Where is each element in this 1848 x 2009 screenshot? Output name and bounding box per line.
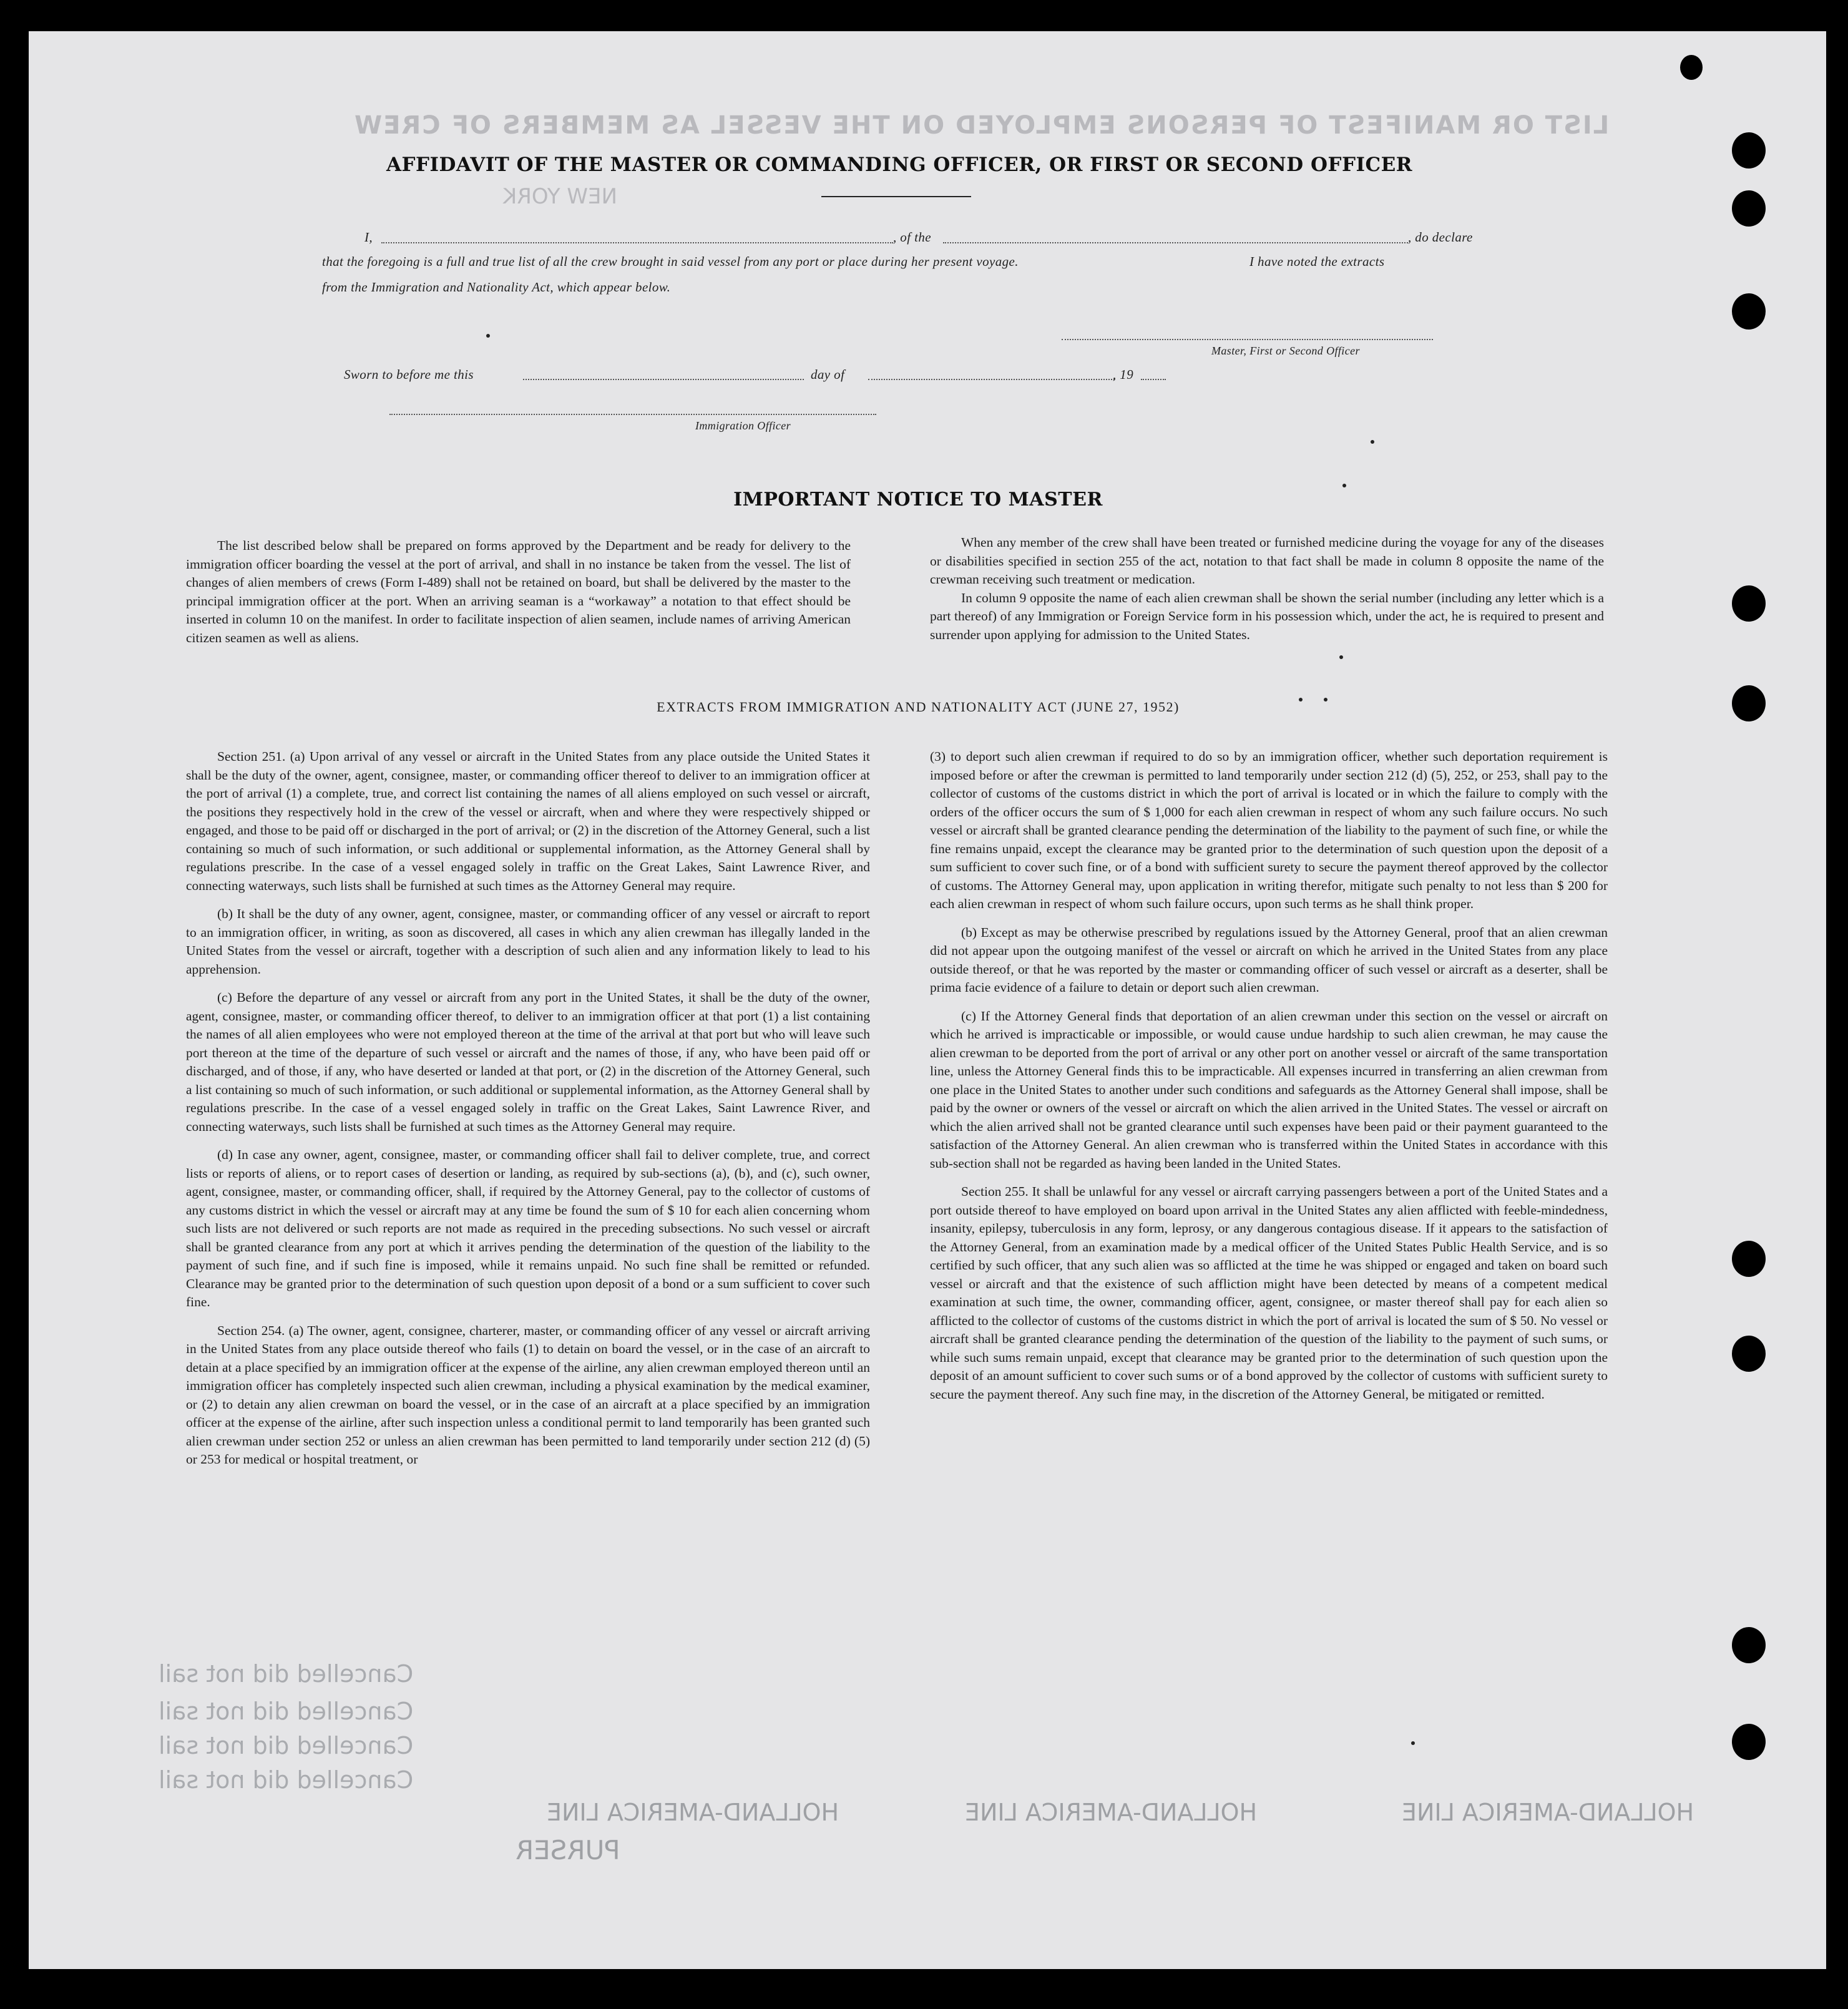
section-254-b: (b) Except as may be otherwise prescribed by regulations issued by the Attorney General, proof that an alien crewman did not appear upon the outgoing manifest of the vessel or aircraft on which he arrived in the United States from any place outside thereof, or that he was reported by the master or commanding officer of such vessel or aircraft as a deserter, shall be prima facie evidence of a failure to detain or deport such alien crewman.	[930, 924, 1608, 995]
punch-hole	[1732, 1627, 1766, 1663]
notice-right-text-2: In column 9 opposite the name of each alien crewman shall be shown the serial number (including any letter which is a part thereof) of any Immigration or Foreign Service form in his possession which, under the act, he is required to present and surrender upon applying for admission to the United States.	[930, 590, 1604, 642]
year-label: , 19	[1113, 367, 1134, 382]
document-page	[29, 31, 1826, 1969]
section-251-c: (c) Before the departure of any vessel or aircraft from any port in the United States, it shall be the duty of the owner, agent, consignee, master, or commanding officer thereof, to deliver to an immigration officer at that port (1) a list containing the names of all alien employees who were not employed thereon at the time of the arrival at that port but who will leave such port thereon at the time of the departure of such vessel or aircraft and the names of those, if any, who have been paid off or discharged, and of those, if any, who have deserted or landed at that port, or (2) in the discretion of the Attorney General, such a list containing so much of such information, or such additional or supplemental information, as the Attorney General shall by regulations prescribe. In the case of a vessel engaged solely in traffic on the Great Lakes, Saint Lawrence River, and connecting waterways, such lists shall be furnished at such times as the Attorney General may require.	[186, 990, 870, 1134]
line-stamp-2: HOLLAND-AMERICA LINE	[965, 1799, 1258, 1826]
speck	[1339, 655, 1343, 659]
punch-hole	[1732, 1241, 1766, 1277]
cancelled-stamp-2: Cancelled did not sail	[159, 1698, 414, 1725]
day-of-label: day of	[811, 367, 845, 382]
cancelled-stamp-3: Cancelled did not sail	[159, 1732, 414, 1759]
line-stamp-3: HOLLAND-AMERICA LINE	[1402, 1799, 1694, 1826]
affidavit-title: AFFIDAVIT OF THE MASTER OR COMMANDING OFFICER, OR FIRST OR SECOND OFFICER	[386, 154, 1413, 176]
affidavit-do-declare: , do declare	[1408, 230, 1473, 245]
extracts-right-column	[930, 748, 1608, 1414]
affidavit-i-label: I,	[364, 230, 373, 245]
sworn-label: Sworn to before me this	[344, 367, 474, 382]
bleed-through-heading: LIST OR MANIFEST OF PERSONS EMPLOYED ON THE VESSEL AS MEMBERS OF CREW	[353, 111, 1610, 140]
line-stamp-1: HOLLAND-AMERICA LINE	[547, 1799, 839, 1826]
affidavit-extracts-note: I have noted the extracts	[1249, 254, 1385, 269]
affidavit-of-the: , of the	[893, 230, 931, 245]
punch-hole	[1732, 190, 1766, 227]
master-name-field[interactable]	[381, 242, 893, 243]
master-signature-caption: Master, First or Second Officer	[1211, 345, 1360, 357]
speck	[1342, 484, 1346, 487]
notice-right-text-1: When any member of the crew shall have been treated or furnished medicine during the voyage for any of the diseases or disabilities specified in section 255 of the act, notation to that fact shall be made in column 8 opposite the name of the crewman receiving such treatment or medication.	[930, 535, 1604, 587]
notice-title: IMPORTANT NOTICE TO MASTER	[733, 489, 1103, 511]
officer-signature-line[interactable]	[389, 414, 876, 415]
section-251-d: (d) In case any owner, agent, consignee, master, or commanding officer shall fail to deliver complete, true, and correct lists or reports of aliens, or to report cases of desertion or landing, as required by sub-sections (a), (b), and (c), such owner, agent, consignee, master, or commanding officer, shall, if required by the Attorney General, pay to the collector of customs of any customs district in which the vessel or aircraft may at any time be found the sum of $ 10 for each alien concerning whom such lists are not delivered or such reports are not made as required in the preceding subsections. No such vessel or aircraft shall be granted clearance from any port at which it arrives pending the determination of the question of the liability to the payment of such fine, and if such fine is imposed, while it remains unpaid. No such fine shall be remitted or refunded. Clearance may be granted prior to the determination of such question upon deposit of a bond or a sum sufficient to cover such fine.	[186, 1147, 870, 1309]
affidavit-statement: that the foregoing is a full and true list of all the crew brought in said vessel from any port or place during her present voyage.	[322, 254, 1019, 269]
section-251-b: (b) It shall be the duty of any owner, agent, consignee, master, or commanding officer of any vessel or aircraft to report to an immigration officer, in writing, as soon as discovered, all cases in which any alien crewman has illegally landed in the United States from the vessel or aircraft, together with a description of such alien and any information likely to lead to his apprehension.	[186, 906, 870, 977]
section-255: Section 255. It shall be unlawful for any vessel or aircraft carrying passengers between a port of the United States and a port outside thereof to have employed on board upon arrival in the United States any alien afflicted with feeble-mindedness, insanity, epilepsy, tuberculosis in any form, leprosy, or any dangerous contagious disease. If it appears to the satisfaction of the Attorney General, from an examination made by a medical officer of the United States Public Health Service, and is so certified by such officer, that any such alien was so afflicted at the time he was shipped or engaged and taken on board such vessel or aircraft and that the existence of such affliction might have been detected by means of a competent medical examination at such time, the owner, commanding officer, agent, consignee, or master thereof shall pay for each alien so afflicted to the collector of customs of the customs district in which the port of arrival is located the sum of $ 50. No vessel or aircraft shall be granted clearance pending the determination of the question of the liability to the payment of such sums, or while such sums remain unpaid, except that clearance may be granted prior to the determination of such question upon the deposit of an amount sufficient to cover such sums or of a bond approved by the collector of customs with sufficient surety to secure the payment thereof. Any such fine may, in the discretion of the Attorney General, be mitigated or remitted.	[930, 1184, 1608, 1402]
sworn-day-field[interactable]	[523, 379, 804, 380]
speck	[1411, 1741, 1415, 1745]
speck	[1324, 698, 1327, 701]
sworn-month-field[interactable]	[868, 379, 1115, 380]
bleed-through-port: NEW YORK	[503, 184, 617, 209]
punch-hole	[1732, 685, 1766, 721]
cancelled-stamp-1: Cancelled did not sail	[159, 1660, 414, 1688]
master-signature-line[interactable]	[1062, 339, 1433, 340]
punch-hole	[1732, 1724, 1766, 1760]
speck	[486, 334, 490, 338]
sworn-year-field[interactable]	[1141, 379, 1166, 380]
speck	[1299, 698, 1303, 701]
section-254-c: (c) If the Attorney General finds that deportation of an alien crewman under this section on the vessel or aircraft on which he arrived is impracticable or impossible, or would cause undue hardship to such alien crewman, he may cause the alien crewman to be deported from the port of arrival or any other port on another vessel or aircraft of the same transportation line, unless the Attorney General finds this to be impracticable. All expenses incurred in transferring an alien crewman from one place in the United States to another under such conditions and safeguards as the Attorney General shall impose, shall be paid by the owner or owners of the vessel or aircraft on which the alien arrived in the United States. The vessel or aircraft on which the alien arrived shall not be granted clearance until such expenses have been paid or their payment guaranteed to the satisfaction of the Attorney General. An alien crewman who is transferred within the United States in accordance with this sub-section shall not be regarded as having been landed in the United States.	[930, 1008, 1608, 1171]
punch-hole	[1732, 1336, 1766, 1372]
officer-signature-caption: Immigration Officer	[695, 419, 791, 432]
vessel-name-field[interactable]	[943, 242, 1408, 243]
notice-left-column	[186, 537, 851, 657]
section-254-a: Section 254. (a) The owner, agent, consignee, charterer, master, or commanding officer of any vessel or aircraft arriving in the United States from any place outside thereof who fails (1) to detain on board the vessel, or in the case of an aircraft to detain at a place specified by an immigration officer at the expense of the airline, any alien crewman employed thereon until an immigration officer has completely inspected such alien crewman, including a physical examination by the medical examiner, or (2) to detain any alien crewman on board the vessel, or in the case of an aircraft at a place specified by an immigration officer at the expense of the airline, after such inspection unless a conditional permit to land temporarily has been granted such alien crewman under section 252 or unless an alien crewman has been permitted to land temporarily under section 212 (d) (5) or 253 for medical or hospital treatment, or	[186, 1322, 870, 1467]
title-ornament-rule	[821, 196, 971, 197]
notice-right-column	[930, 534, 1604, 654]
purser-stamp: PURSER	[516, 1835, 620, 1865]
punch-hole	[1732, 293, 1766, 330]
extracts-left-column	[186, 748, 870, 1479]
section-254-a-cont: (3) to deport such alien crewman if required to do so by an immigration officer, whether such deportation requirement is imposed before or after the crewman is permitted to land temporarily under section 212 (d) (5), 252, or 253, shall pay to the collector of customs of the customs district in which the port of arrival is located or in which the failure to comply with the orders of the officer occurs the sum of $ 1,000 for each alien crewman in respect of whom any such failure occurs. No such vessel or aircraft shall be granted clearance pending the determination of the liability to the payment of such fine, or while the fine remains unpaid, except the clearance may be granted prior to the determination of such question upon the deposit of a sum sufficient to cover such fine, or of a bond with sufficient surety to secure the payment thereof approved by the collector of customs. The Attorney General may, upon application in writing therefor, mitigate such penalty to not less than $ 200 for each alien crewman in respect of whom such failure occurs, upon such terms as he shall think proper.	[930, 749, 1608, 911]
punch-hole	[1732, 132, 1766, 169]
cancelled-stamp-4: Cancelled did not sail	[159, 1766, 414, 1794]
speck	[1371, 440, 1374, 444]
punch-hole	[1732, 585, 1766, 622]
notice-left-text: The list described below shall be prepared on forms approved by the Department and be ready for delivery to the immigration officer boarding the vessel at the port of arrival, and shall in no instance be taken from the vessel. The list of changes of alien members of crews (Form I-489) shall not be retained on board, but shall be delivered by the master to the principal immigration officer at the port. When an arriving seaman is a “workaway” a notation to that effect should be inserted in column 10 on the manifest. In order to facilitate inspection of alien seamen, include names of arriving American citizen seamen as well as aliens.	[186, 538, 851, 645]
affidavit-statement-cont: from the Immigration and Nationality Act, which appear below.	[322, 280, 671, 295]
extracts-title: EXTRACTS FROM IMMIGRATION AND NATIONALITY ACT (JUNE 27, 1952)	[657, 699, 1180, 715]
punch-hole	[1680, 55, 1703, 80]
section-251-a: Section 251. (a) Upon arrival of any vessel or aircraft in the United States from any place outside the United States it shall be the duty of the owner, agent, consignee, master, or commanding officer thereof to deliver to an immigration officer at the port of arrival (1) a complete, true, and correct list containing the names of all aliens employed on such vessel or aircraft, the positions they respectively hold in the crew of the vessel or aircraft, when and where they were respectively shipped or engaged, and those to be paid off or discharged in the port of arrival; or (2) in the discretion of the Attorney General, such a list containing so much of such information, or such additional or supplemental information, as the Attorney General shall by regulations prescribe. In the case of a vessel engaged solely in traffic on the Great Lakes, Saint Lawrence River, and connecting waterways, such lists shall be furnished at such times as the Attorney General may require.	[186, 749, 870, 893]
